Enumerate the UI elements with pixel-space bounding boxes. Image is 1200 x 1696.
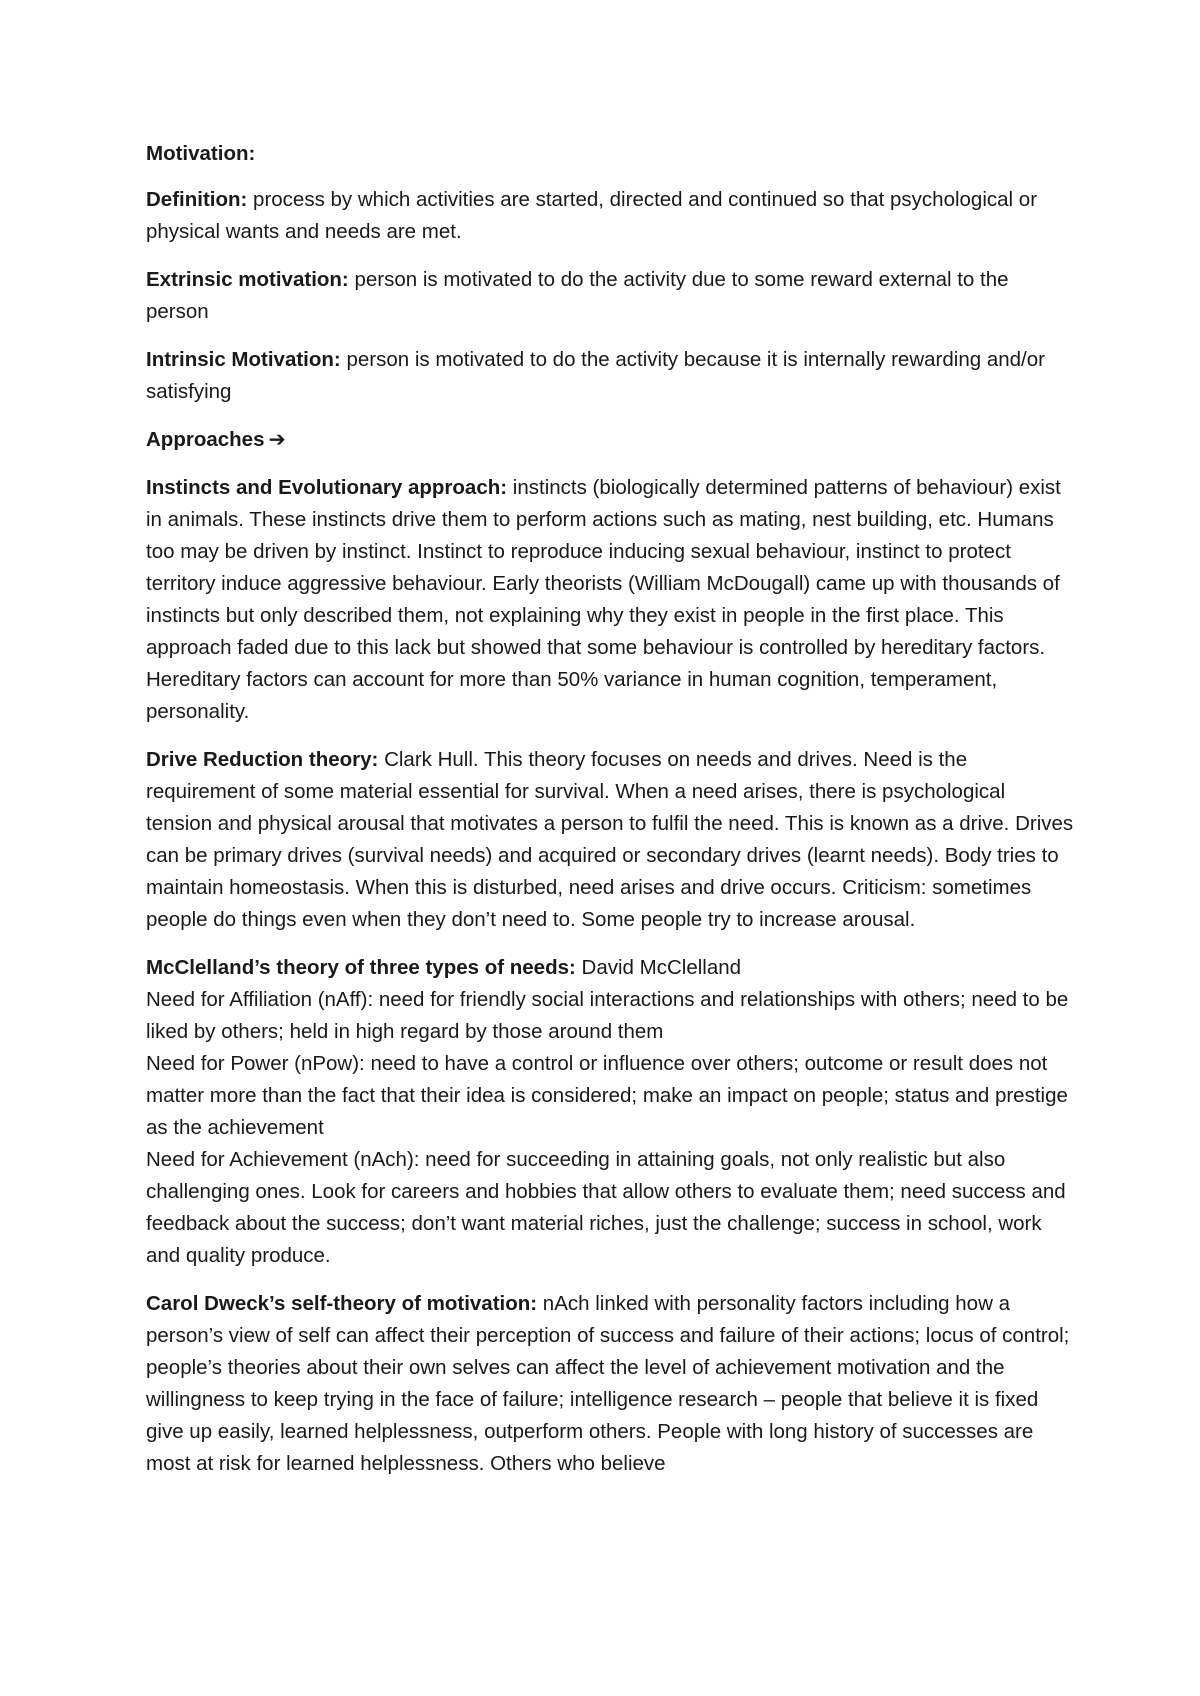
arrow-right-icon: ➔ (268, 428, 286, 451)
approaches-label: Approaches (146, 428, 265, 451)
extrinsic-paragraph (146, 264, 1076, 328)
page-title: Motivation: (146, 142, 256, 165)
definition-paragraph (146, 184, 1076, 248)
drive-text: Clark Hull. This theory focuses on needs and drives. Need is the requirement of some material essential for survival. When a need arises, there is psychological tension and physical arousal that motivates a person to fulfil the need. This is known as a drive. Drives can be primary drives (survival needs) and acquired or secondary drives (learnt needs). Body tries to maintain homeostasis. When this is disturbed, need arises and drive occurs. Criticism: sometimes people do things even when they don’t need to. Some people try to increase arousal. (146, 748, 1074, 931)
instincts-text: instincts (biologically determined patterns of behaviour) exist in animals. These instincts drive them to perform actions such as mating, nest building, etc. Humans too may be driven by instinct. Instinct to reproduce inducing sexual behaviour, instinct to protect territory induce aggressive behaviour. Early theorists (William McDougall) came up with thousands of instincts but only described them, not explaining why they exist in people in the first place. This approach faded due to this lack but showed that some behaviour is controlled by hereditary factors. Hereditary factors can account for more than 50% variance in human cognition, temperament, personality. (146, 476, 1061, 723)
approaches-heading (146, 424, 1076, 456)
power-paragraph: Need for Power (nPow): need to have a control or influence over others; outcome or result does not matter more than the fact that their idea is considered; make an impact on people; status and prestige as the achievement (146, 1052, 1068, 1139)
drive-label: Drive Reduction theory: (146, 748, 379, 771)
drive-paragraph (146, 744, 1076, 936)
mcclelland-label: McClelland’s theory of three types of needs: (146, 956, 576, 979)
definition-label: Definition: (146, 188, 248, 211)
document-page (146, 138, 1076, 1496)
instincts-paragraph (146, 472, 1076, 728)
dweck-paragraph (146, 1288, 1076, 1480)
intrinsic-paragraph (146, 344, 1076, 408)
extrinsic-text: person is motivated to do the activity due to some reward external to the person (146, 268, 1009, 323)
dweck-text: nAch linked with personality factors including how a person’s view of self can affect their perception of success and failure of their actions; locus of control; people’s theories about their own selves can affect the level of achievement motivation and the willingness to keep trying in the face of failure; intelligence research – people that believe it is fixed give up easily, learned helplessness, outperform others. People with long history of successes are most at risk for learned helplessness. Others who believe (146, 1292, 1070, 1475)
intrinsic-text: person is motivated to do the activity because it is internally rewarding and/or satisfying (146, 348, 1045, 403)
instincts-label: Instincts and Evolutionary approach: (146, 476, 508, 499)
affiliation-paragraph: Need for Affiliation (nAff): need for friendly social interactions and relationships with others; need to be liked by others; held in high regard by those around them (146, 988, 1069, 1043)
mcclelland-paragraph (146, 952, 1076, 984)
intrinsic-label: Intrinsic Motivation: (146, 348, 341, 371)
definition-text: process by which activities are started, directed and continued so that psychological or physical wants and needs are met. (146, 188, 1038, 243)
achievement-paragraph: Need for Achievement (nAch): need for succeeding in attaining goals, not only realistic but also challenging ones. Look for careers and hobbies that allow others to evaluate them; need success and feedback about the success; don’t want material riches, just the challenge; success in school, work and quality produce. (146, 1148, 1066, 1267)
dweck-label: Carol Dweck’s self-theory of motivation: (146, 1292, 538, 1315)
mcclelland-text: David McClelland (575, 956, 742, 979)
extrinsic-label: Extrinsic motivation: (146, 268, 349, 291)
